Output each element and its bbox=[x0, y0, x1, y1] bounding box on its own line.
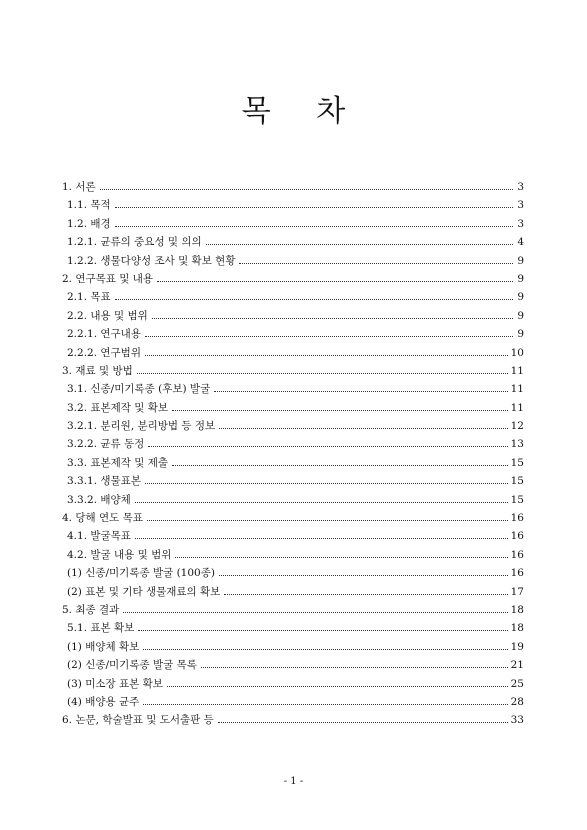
toc-entry-page-number: 19 bbox=[510, 640, 524, 653]
toc-entry-label: 2. 연구목표 및 내용 bbox=[62, 272, 154, 285]
toc-entry-label: 1.2.1. 균류의 중요성 및 의의 bbox=[67, 236, 202, 249]
toc-entry-label: 3.2.2. 균류 동정 bbox=[67, 438, 145, 451]
toc-dot-leader bbox=[218, 722, 508, 723]
toc-entry-page-number: 9 bbox=[517, 254, 524, 267]
toc-dot-leader bbox=[148, 446, 507, 447]
toc-dot-leader bbox=[115, 299, 513, 300]
toc-entry[interactable] bbox=[62, 252, 524, 270]
toc-entry-page-number: 11 bbox=[510, 383, 524, 396]
toc-entry[interactable] bbox=[62, 270, 524, 288]
toc-entry-page-number: 13 bbox=[510, 438, 524, 451]
toc-dot-leader bbox=[157, 281, 513, 282]
toc-dot-leader bbox=[172, 465, 508, 466]
toc-dot-leader bbox=[145, 483, 508, 484]
toc-entry[interactable] bbox=[62, 509, 524, 527]
toc-entry-label: 4.2. 발굴 내용 및 범위 bbox=[67, 548, 172, 561]
toc-entry[interactable] bbox=[62, 435, 524, 453]
toc-dot-leader bbox=[152, 318, 513, 319]
toc-entry-page-number: 9 bbox=[517, 291, 524, 304]
toc-dot-leader bbox=[135, 538, 508, 539]
toc-entry[interactable] bbox=[62, 583, 524, 601]
toc-entry[interactable] bbox=[62, 491, 524, 509]
toc-dot-leader bbox=[167, 686, 508, 687]
toc-entry-label: 1.2.2. 생물다양성 조사 및 확보 현황 bbox=[67, 254, 236, 267]
toc-dot-leader bbox=[138, 630, 507, 631]
toc-entry-label: (2) 표본 및 기타 생물재료의 확보 bbox=[67, 585, 221, 598]
toc-entry-label: 4. 당해 연도 목표 bbox=[62, 512, 143, 525]
toc-dot-leader bbox=[214, 391, 507, 392]
toc-entry[interactable] bbox=[62, 178, 524, 196]
toc-entry-page-number: 15 bbox=[510, 493, 524, 506]
toc-dot-leader bbox=[172, 410, 508, 411]
toc-entry-page-number: 16 bbox=[510, 567, 524, 580]
toc-entry-page-number: 15 bbox=[510, 456, 524, 469]
toc-entry-page-number: 9 bbox=[517, 272, 524, 285]
toc-entry-label: (1) 신종/미기록종 발굴 (100종) bbox=[67, 567, 215, 580]
toc-dot-leader bbox=[239, 263, 513, 264]
toc-entry-label: 3.2.1. 분리원, 분리방법 등 정보 bbox=[67, 420, 216, 433]
toc-entry-label: 5. 최종 결과 bbox=[62, 603, 120, 616]
toc-entry[interactable] bbox=[62, 196, 524, 214]
toc-entry[interactable] bbox=[62, 675, 524, 693]
toc-entry-page-number: 11 bbox=[510, 364, 524, 377]
toc-entry-label: 3. 재료 및 방법 bbox=[62, 364, 133, 377]
toc-entry-page-number: 12 bbox=[510, 420, 524, 433]
toc-entry-page-number: 18 bbox=[510, 622, 524, 635]
toc-dot-leader bbox=[219, 575, 508, 576]
toc-entry-page-number: 3 bbox=[517, 181, 524, 193]
toc-dot-leader bbox=[115, 207, 513, 208]
toc-entry[interactable] bbox=[62, 215, 524, 233]
toc-entry[interactable] bbox=[62, 638, 524, 656]
toc-entry-label: 2.2.2. 연구범위 bbox=[67, 346, 141, 359]
toc-entry-label: 1. 서론 bbox=[62, 181, 96, 193]
toc-entry-label: 2.1. 목표 bbox=[67, 291, 111, 304]
toc-entry-label: 3.3.2. 배양체 bbox=[67, 493, 131, 506]
toc-dot-leader bbox=[145, 336, 513, 337]
toc-entry-page-number: 16 bbox=[510, 530, 524, 543]
toc-dot-leader bbox=[175, 557, 507, 558]
toc-dot-leader bbox=[143, 704, 507, 705]
toc-entry-page-number: 4 bbox=[517, 236, 524, 249]
table-of-contents bbox=[62, 178, 524, 730]
toc-entry[interactable] bbox=[62, 619, 524, 637]
toc-entry[interactable] bbox=[62, 601, 524, 619]
toc-entry-label: 1.2. 배경 bbox=[67, 217, 111, 230]
toc-entry-page-number: 9 bbox=[517, 309, 524, 322]
toc-entry[interactable] bbox=[62, 233, 524, 251]
toc-entry-label: (3) 미소장 표본 확보 bbox=[67, 677, 163, 690]
toc-entry-page-number: 16 bbox=[510, 548, 524, 561]
toc-entry-label: 3.3.1. 생물표본 bbox=[67, 475, 141, 488]
toc-entry-label: 5.1. 표본 확보 bbox=[67, 622, 135, 635]
toc-entry-page-number: 21 bbox=[510, 659, 524, 672]
toc-entry-page-number: 28 bbox=[510, 695, 524, 708]
toc-entry[interactable] bbox=[62, 399, 524, 417]
toc-dot-leader bbox=[219, 428, 507, 429]
toc-entry-page-number: 9 bbox=[517, 328, 524, 341]
toc-entry[interactable] bbox=[62, 564, 524, 582]
toc-entry-label: 3.1. 신종/미기록종 (후보) 발굴 bbox=[67, 383, 211, 396]
toc-dot-leader bbox=[224, 594, 507, 595]
toc-dot-leader bbox=[147, 520, 508, 521]
toc-entry-label: 6. 논문, 학술발표 및 도서출판 등 bbox=[62, 714, 214, 727]
toc-entry[interactable] bbox=[62, 546, 524, 564]
toc-entry-label: 3.3. 표본제작 및 제출 bbox=[67, 456, 169, 469]
toc-dot-leader bbox=[115, 226, 513, 227]
toc-entry[interactable] bbox=[62, 454, 524, 472]
toc-dot-leader bbox=[201, 667, 508, 668]
toc-entry-label: 4.1. 발굴목표 bbox=[67, 530, 131, 543]
page-title: 목 차 bbox=[241, 94, 364, 129]
toc-entry[interactable] bbox=[62, 693, 524, 711]
toc-entry-label: (2) 신종/미기록종 발굴 목록 bbox=[67, 659, 197, 672]
toc-entry-page-number: 3 bbox=[517, 199, 524, 212]
toc-entry[interactable] bbox=[62, 417, 524, 435]
toc-entry-label: (1) 배양체 확보 bbox=[67, 640, 140, 653]
toc-entry-page-number: 15 bbox=[510, 475, 524, 488]
toc-entry[interactable] bbox=[62, 288, 524, 306]
toc-entry-label: 3.2. 표본제작 및 확보 bbox=[67, 401, 169, 414]
toc-entry[interactable] bbox=[62, 656, 524, 674]
toc-dot-leader bbox=[143, 649, 507, 650]
toc-entry[interactable] bbox=[62, 711, 524, 729]
toc-entry-page-number: 33 bbox=[510, 714, 524, 727]
toc-entry[interactable] bbox=[62, 344, 524, 362]
toc-entry-page-number: 16 bbox=[510, 512, 524, 525]
toc-entry-page-number: 18 bbox=[510, 603, 524, 616]
toc-entry-label: 2.2.1. 연구내용 bbox=[67, 328, 141, 341]
toc-dot-leader bbox=[145, 355, 508, 356]
toc-entry[interactable] bbox=[62, 380, 524, 398]
toc-dot-leader bbox=[206, 244, 513, 245]
toc-entry[interactable] bbox=[62, 307, 524, 325]
toc-entry-page-number: 3 bbox=[517, 217, 524, 230]
toc-entry-page-number: 11 bbox=[510, 401, 524, 414]
toc-entry-label: 1.1. 목적 bbox=[67, 199, 111, 212]
toc-entry[interactable] bbox=[62, 472, 524, 490]
toc-dot-leader bbox=[137, 373, 508, 374]
toc-dot-leader bbox=[135, 502, 508, 503]
toc-entry[interactable] bbox=[62, 325, 524, 343]
toc-entry-label: (4) 배양용 균주 bbox=[67, 695, 140, 708]
toc-entry-label: 2.2. 내용 및 범위 bbox=[67, 309, 148, 322]
toc-entry[interactable] bbox=[62, 362, 524, 380]
toc-entry-page-number: 25 bbox=[510, 677, 524, 690]
toc-dot-leader bbox=[123, 612, 507, 613]
page-number: - 1 - bbox=[283, 776, 304, 787]
toc-dot-leader bbox=[100, 189, 513, 190]
toc-entry-page-number: 10 bbox=[510, 346, 524, 359]
toc-entry[interactable] bbox=[62, 527, 524, 545]
toc-entry-page-number: 17 bbox=[510, 585, 524, 598]
